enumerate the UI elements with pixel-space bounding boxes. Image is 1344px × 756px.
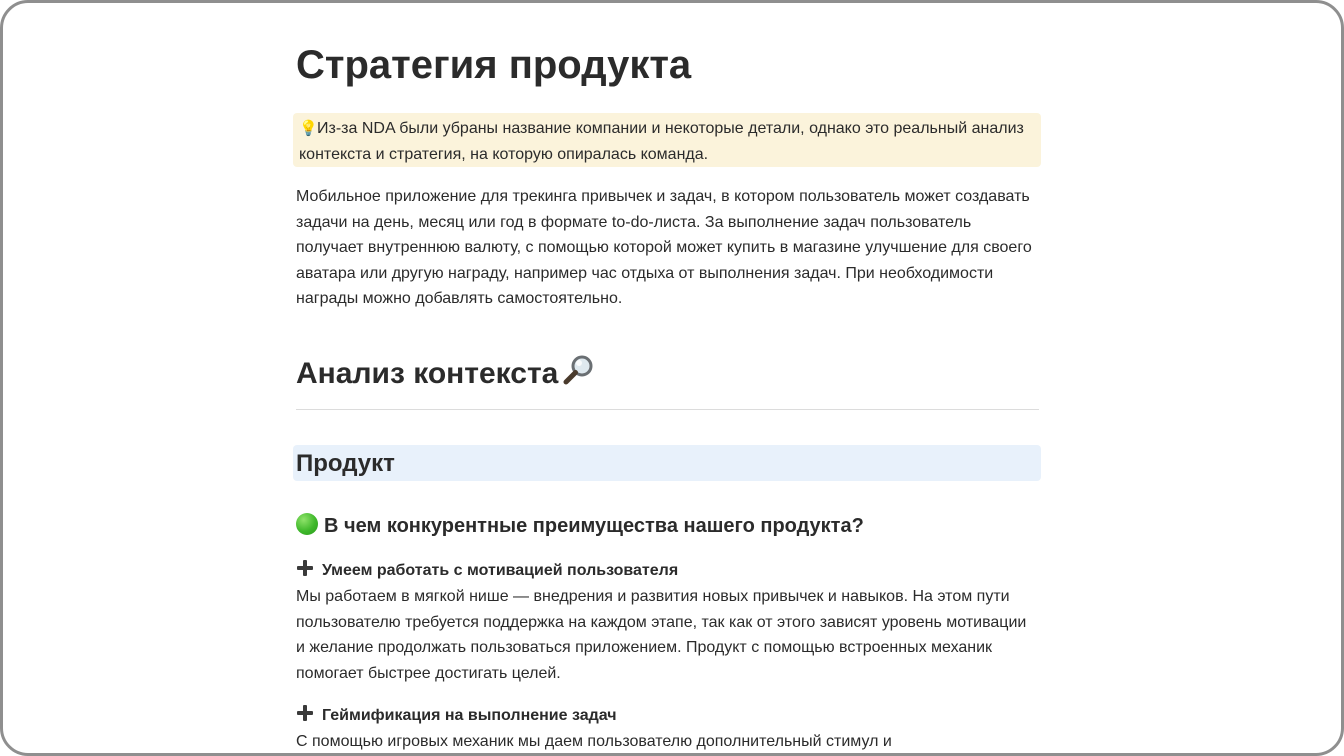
green-circle-icon <box>296 513 318 535</box>
question-heading <box>296 512 864 540</box>
subsection-heading: Продукт <box>293 445 1041 481</box>
section-heading-text: Анализ контекста <box>296 357 559 390</box>
nda-callout <box>293 113 1041 167</box>
question-text: В чем конкурентные преимущества нашего продукта? <box>324 515 864 537</box>
point-title-text: Геймификация на выполнение задач <box>322 707 617 724</box>
point-text: С помощью игровых механик мы даем пользователю дополнительный стимул и <box>296 733 892 750</box>
section-divider <box>296 409 1039 410</box>
point-text: Мы работаем в мягкой нише — внедрения и развития новых привычек и навыков. На этом пути пользователю требуется поддержка на каждом этапе, так как от этого зависят уровень мотивации и желание продолжать пользоваться приложением. Продукт с помощью встроенных механик помогает быстрее достигать целей. <box>296 588 1027 682</box>
page-title: Стратегия продукта <box>296 43 692 87</box>
magnifying-glass-icon <box>562 353 596 387</box>
lightbulb-icon: 💡 <box>299 120 318 137</box>
point-title <box>296 704 617 728</box>
section-heading <box>296 353 596 395</box>
callout-text: Из-за NDA были убраны название компании и некоторые детали, однако это реальный анализ контекста и стратегия, на которую опиралась команда. <box>299 120 1024 163</box>
plus-icon <box>296 704 314 722</box>
plus-icon <box>296 559 314 577</box>
intro-paragraph: Мобильное приложение для трекинга привычек и задач, в котором пользователь может создавать задачи на день, месяц или год в формате to-do-листа. За выполнение задач пользователь получает внутреннюю валюту, с помощью которой может купить в магазине улучшение для своего аватара или другую награду, например час отдыха от выполнения задач. При необходимости награды можно добавлять самостоятельно. <box>296 188 1032 307</box>
point-title-text: Умеем работать с мотивацией пользователя <box>322 562 679 579</box>
point-title <box>296 559 678 583</box>
